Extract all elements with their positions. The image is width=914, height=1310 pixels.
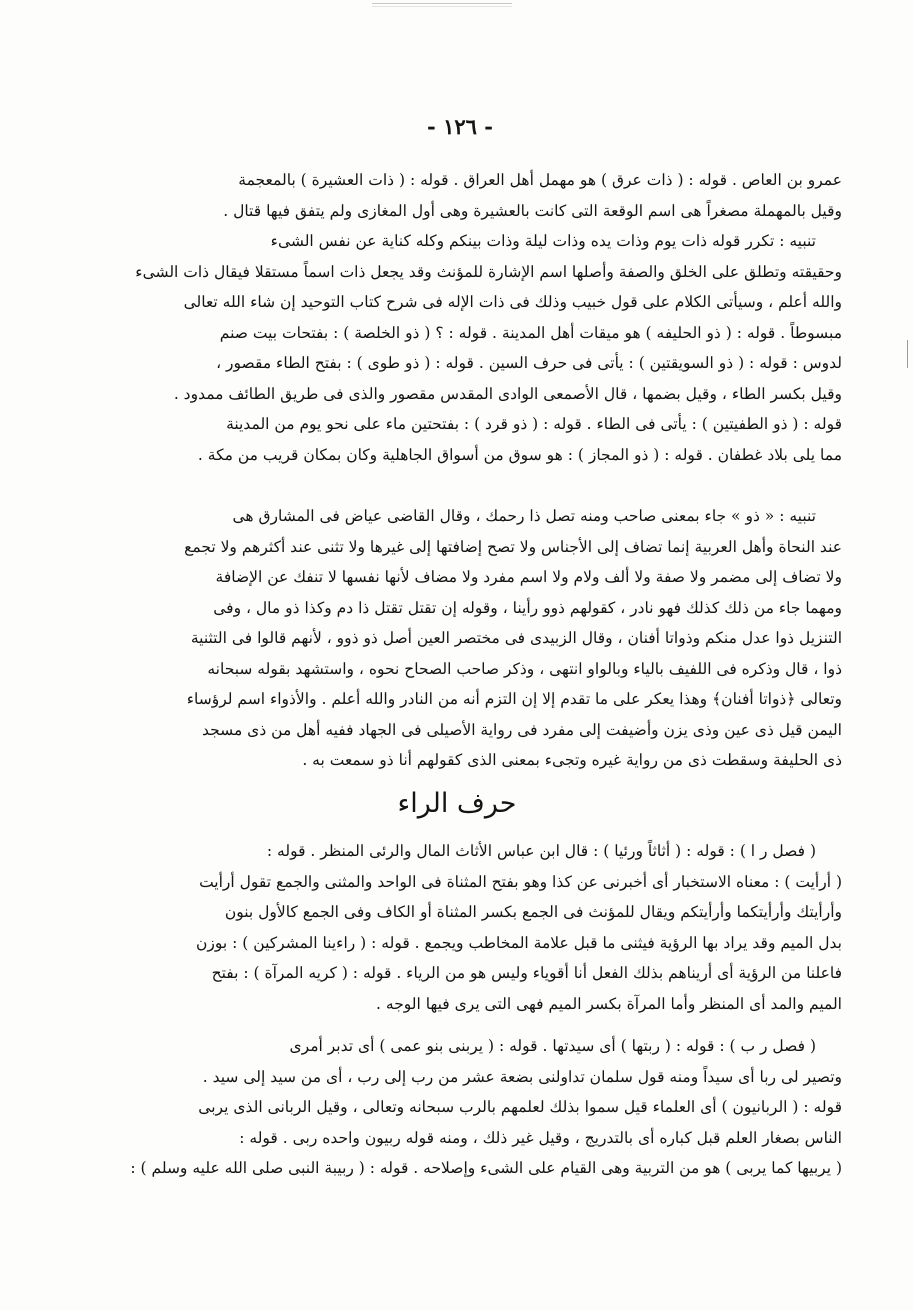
text-line: تنبيه : « ذو » جاء بمعنى صاحب ومنه تصل ذا رحمك ، وقال القاضى عياض فى المشارق هى (232, 507, 816, 525)
text-line: اليمن قيل ذى عين وذى يزن وأضيفت إلى مفرد فى رواية الأصيلى فى الجهاد ففيه أهل من ذى مسجد (201, 720, 842, 739)
paragraph-dhu-note (72, 501, 842, 776)
text-line: وقيل بكسر الطاء ، وقيل بضمها ، قال الأصمعى الوادى المقدس مقصور والذى فى طريق الطائف ممدود . (173, 384, 842, 403)
text-line: والله أعلم ، وسيأتى الكلام على قول خبيب وذلك فى ذات الإله فى شرح كتاب التوحيد إن شاء الله تعالى (183, 293, 842, 311)
text-line: ولا تضاف إلى مضمر ولا صفة ولا ألف ولام ولا اسم مفرد ولا مضاف لأنها نفسها لا تنفك عن الإضافة (215, 568, 842, 586)
page-number: - ١٢٦ - (427, 114, 493, 139)
text-line: وتعالى ﴿ذواتا أفنان﴾ وهذا يعكر على ما تقدم إلا إن التزم أنه من النادر والله أعلم . والأذواء اسم لرؤساء (186, 690, 842, 708)
text-line: ذى الحليفة وسقطت ذى من رواية غيره وتجىء بمعنى الذى كقولهم أنا ذو سمعت به . (302, 751, 842, 769)
text-line: الناس بصغار العلم قبل كباره أى بالتدريج ، وقيل غير ذلك ، ومنه قوله ربيون واحده ربى . قوله : (239, 1128, 842, 1147)
text-line: ذوا ، قال وذكره فى اللفيف بالياء وبالواو انتهى ، وذكر صاحب الصحاح نحوه ، واستشهد بقوله سبحانه (207, 659, 842, 678)
text-line: بدل الميم وقد يراد بها الرؤية فيثنى ما قبل علامة المخاطب ويجمع . قوله : ( راءينا المشركين ) : بوزن (196, 933, 842, 952)
paragraph-fasl-ra-alif (72, 836, 842, 1019)
paragraph-fasl-ra-ba (72, 1031, 842, 1184)
text-line: التنزيل ذوا عدل منكم وذواتا أفنان ، وقال الزبيدى فى مختصر العين أصل ذو ذوو ، لأنهم قالوا فى التثنية (190, 629, 842, 647)
text-line: وقيل بالمهملة مصغراً هى اسم الوقعة التى كانت بالعشيرة وهى أول المغازى ولم يتفق فيها قتال . (223, 201, 842, 220)
text-line: ( فصل ر ب ) : قوله : ( ربتها ) أى سيدتها . قوله : ( يربنى بنو عمى ) أى تدبر أمرى (289, 1037, 816, 1055)
margin-mark (907, 340, 908, 368)
text-line: ( يربيها كما يربى ) هو من التربية وهى القيام على الشىء وإصلاحه . قوله : ( ربيبة النبى صلى الله عليه وسلم ) : (130, 1159, 842, 1177)
text-line: لدوس : قوله : ( ذو السويقتين ) : يأتى فى حرف السين . قوله : ( ذو طوى ) : بفتح الطاء مقصور ، (216, 354, 842, 372)
text-line: وأرأيتك وأرأيتكما وأرأيتكم ويقال للمؤنث فى الجمع بكسر المثناة أو الكاف وفى الجمع كالأول بنون (224, 903, 842, 921)
paragraph-dhat (72, 165, 842, 470)
text-line: عند النحاة وأهل العربية إنما تضاف إلى الأجناس ولا تصح إضافتها إلى غيرها ولا تثنى عند أكثرهم ولا تجمع (184, 537, 842, 556)
text-line: الميم والمد أى المنظر وأما المرآة بكسر الميم فهى التى يرى فيها الوجه . (376, 994, 842, 1013)
text-line: قوله : ( الربانيون ) أى العلماء قيل سموا بذلك لعلمهم بالرب سبحانه وتعالى ، وقيل الربانى الذى يربى (198, 1098, 842, 1116)
text-line: فاعلنا من الرؤية أى أريناهم بذلك الفعل أنا أقوياء وليس هو من الرياء . قوله : ( كريه المرآة ) : بفتح (211, 964, 842, 982)
section-heading: حرف الراء (397, 788, 517, 819)
text-line: مما يلى بلاد غطفان . قوله : ( ذو المجاز ) : هو سوق من أسواق الجاهلية وكان بمكان قريب من مكة . (197, 445, 842, 464)
text-line: ( فصل ر ا ) : قوله : ( أثاثاً ورئيا ) : قال ابن عباس الأثاث المال والرئى المنظر . قوله : (266, 842, 816, 860)
text-line: ومهما جاء من ذلك كذلك فهو نادر ، كقولهم ذوو رأينا ، وقوله إن تقتل تقتل ذا دم وكذا ذو مال ، وفى (213, 598, 842, 617)
text-line: عمرو بن العاص . قوله : ( ذات عرق ) هو مهمل أهل العراق . قوله : ( ذات العشيرة ) بالمعجمة (238, 171, 842, 189)
text-line: وتصير لى ربا أى سيداً ومنه قول سلمان تداولنى بضعة عشر من رب إلى رب ، أى من سيد إلى سيد . (202, 1067, 842, 1086)
text-line: قوله : ( ذو الطفيتين ) : يأتى فى الطاء . قوله : ( ذو قرد ) : بفتحتين ماء على نحو يوم من المدينة (226, 415, 842, 433)
top-rule (372, 3, 512, 7)
text-line: تنبيه : تكرر قوله ذات يوم وذات يده وذات ليلة وذات بينكم وكله كناية عن نفس الشىء (270, 232, 816, 250)
text-line: وحقيقته وتطلق على الخلق والصفة وأصلها اسم الإشارة للمؤنث وقد يجعل ذات اسماً مستقلا فيقال ذات الشىء (135, 262, 842, 281)
text-line: مبسوطاً . قوله : ( ذو الحليفه ) هو ميقات أهل المدينة . قوله : ؟ ( ذو الخلصة ) : بفتحات بيت صنم (219, 323, 842, 342)
text-line: ( أرأيت ) : معناه الاستخبار أى أخبرنى عن كذا وهو بفتح المثناة فى الواحد والمثنى والجمع تقول أرأيت (199, 872, 842, 891)
